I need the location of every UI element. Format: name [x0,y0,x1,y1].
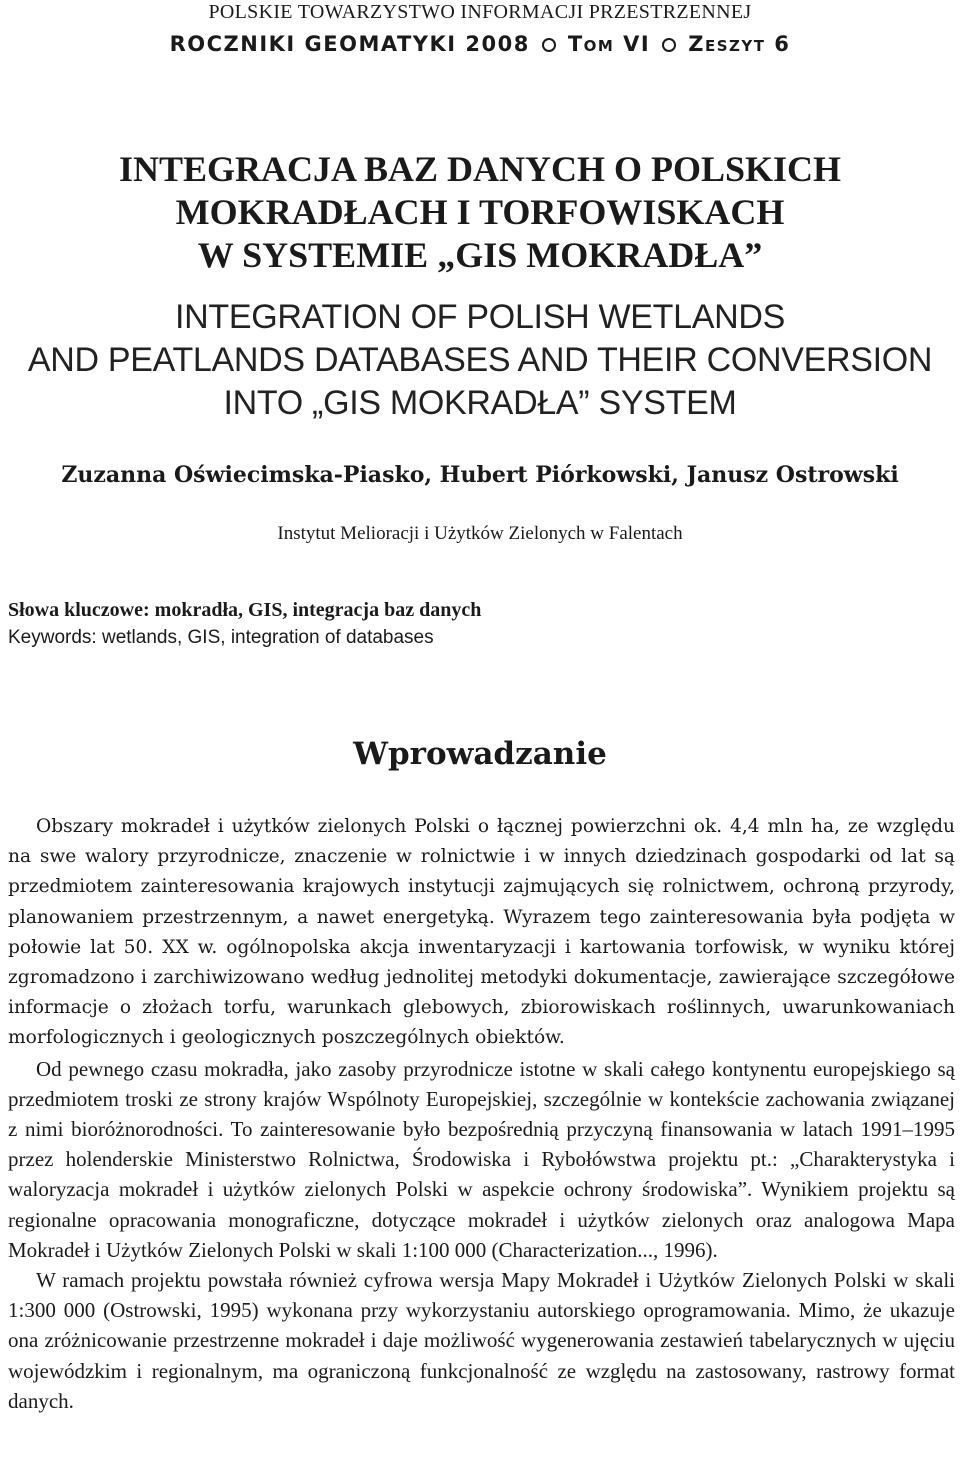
title-english-line: INTEGRATION OF POLISH WETLANDS [175,298,785,336]
title-polish-line: W SYSTEMIE „GIS MOKRADŁA” [197,235,763,275]
keywords-polish: Słowa kluczowe: mokradła, GIS, integracja baz danych [8,599,482,621]
bullet-icon [542,38,556,52]
journal-issue: Zeszyt 6 [688,32,791,56]
paragraph: Obszary mokradeł i użytków zielonych Polski o łącznej powierzchni ok. 4,4 mln ha, ze względu na swe walory przyrodnicze, znaczenie w rolnictwie i w innych dziedzinach gospodarki od lat są przedmiotem zainteresowania krajowych instytucji zajmujących się rolnictwem, ochroną przyrody, planowaniem przestrzennym, a nawet energetyką. Wyrazem tego zainteresowania była podjęta w połowie lat 50. XX w. ogólnopolska akcja inwentaryzacji i kartowania torfowisk, w wyniku której zgromadzono i zarchiwizowano według jednolitej metodyki dokumentacje, zawierające szczegółowe informacje o złożach torfu, warunkach glebowych, zbiorowiskach roślinnych, uwarunkowaniach morfologicznych i geologicznych poszczególnych obiektów. [8,816,955,1049]
title-polish [0,148,960,277]
journal-name: ROCZNIKI GEOMATYKI 2008 [169,32,530,56]
keywords-english: Keywords: wetlands, GIS, integration of databases [8,627,434,648]
paragraph: Od pewnego czasu mokradła, jako zasoby przyrodnicze istotne w skali całego kontynentu europejskiego są przedmiotem troski ze strony krajów Wspólnoty Europejskiej, szczególnie w kontekście zachowania związanej z nimi bioróżnorodności. To zainteresowanie było bezpośrednią przyczyną finansowania w latach 1991–1995 przez holenderskie Ministerstwo Rolnictwa, Środowiska i Rybołówstwa projektu pt.: „Charakterystyka i waloryzacja mokradeł i użytków zielonych Polski w aspekcie ochrony środowiska”. Wynikiem projektu są regionalne opracowania monograficzne, dotyczące mokradeł i użytków zielonych oraz analogowa Mapa Mokradeł i Użytków Zielonych Polski w skali 1:100 000 (Characterization..., 1996). [8,1056,955,1262]
bullet-icon [662,38,676,52]
title-english [0,296,960,425]
paragraph: W ramach projektu powstała również cyfrowa wersja Mapy Mokradeł i Użytków Zielonych Polski w skali 1:300 000 (Ostrowski, 1995) wykonana przy wykorzystaniu autorskiego oprogramowania. Mimo, że ukazuje ona zróżnicowanie przestrzenne mokradeł i daje możliwość wygenerowania zestawień tabelarycznych w ujęciu wojewódzkim i regionalnym, ma ograniczoną funkcjonalność ze względu na zastosowany, rastrowy format danych. [8,1268,955,1413]
title-polish-line: MOKRADŁACH I TORFOWISKACH [175,192,785,232]
journal-header [0,31,960,57]
title-english-line: AND PEATLANDS DATABASES AND THEIR CONVERSION [27,341,933,379]
body-text [8,812,955,1416]
title-polish-line: INTEGRACJA BAZ DANYCH O POLSKICH [118,149,842,189]
authors: Zuzanna Oświecimska-Piasko, Hubert Piórkowski, Janusz Ostrowski [61,462,899,488]
section-heading: Wprowadzanie [353,736,607,772]
journal-volume: Tom VI [567,32,651,56]
society-header: POLSKIE TOWARZYSTWO INFORMACJI PRZESTRZENNEJ [208,1,752,23]
title-english-line: INTO „GIS MOKRADŁA” SYSTEM [223,384,737,422]
affiliation: Instytut Melioracji i Użytków Zielonych w Falentach [277,523,683,544]
